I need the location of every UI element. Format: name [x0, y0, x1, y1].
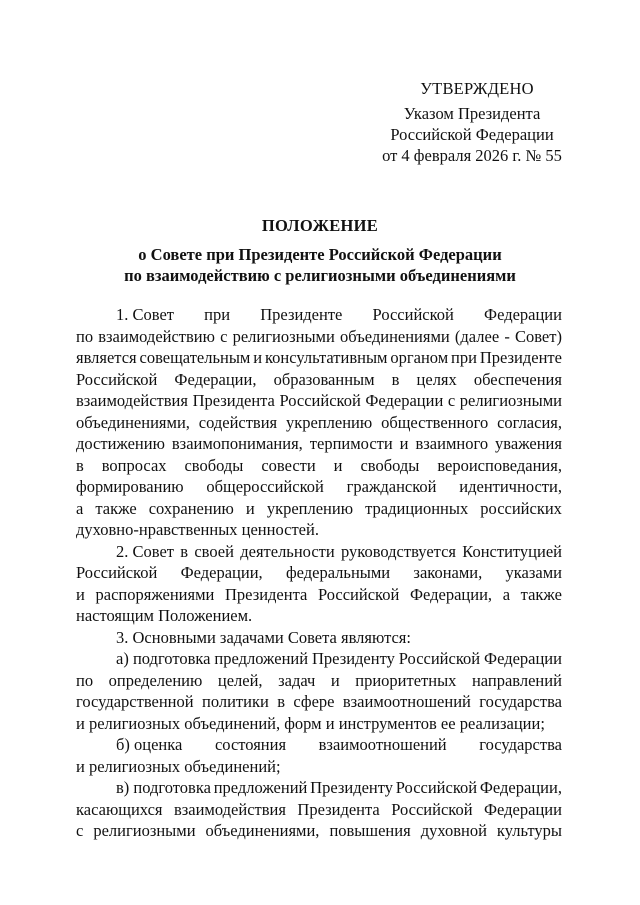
- word: Президенте: [479, 348, 562, 367]
- word: объединениями,: [76, 412, 190, 432]
- word: в: [76, 455, 84, 475]
- word: и: [76, 584, 85, 604]
- approval-line: от 4 февраля 2026 г. № 55: [382, 146, 562, 165]
- word: по: [76, 670, 94, 690]
- word: обеспечения: [473, 369, 562, 389]
- word: целей,: [217, 670, 263, 690]
- text-fragment: 3. Основными задачами Совета являются:: [116, 627, 411, 647]
- text-line: [76, 347, 562, 369]
- word: содействия: [198, 412, 278, 432]
- word: укреплению: [286, 412, 373, 432]
- text-line: [76, 627, 562, 649]
- word: приоритетных: [355, 670, 457, 690]
- word: общественного: [381, 412, 489, 432]
- text-line: [76, 519, 562, 541]
- word: с: [76, 821, 84, 840]
- word: культуры: [496, 821, 562, 840]
- subtitle-line: по взаимодействию с религиозными объединениями: [124, 266, 516, 285]
- word: взаимопонимания,: [171, 434, 303, 453]
- word: 1. Совет: [116, 305, 174, 324]
- text-line: [76, 584, 562, 606]
- word: вероисповедания,: [437, 455, 562, 475]
- word: Совет): [514, 326, 562, 346]
- word: укреплению: [266, 498, 354, 518]
- word: свободы: [184, 455, 244, 475]
- word: в: [391, 369, 400, 389]
- word: органом: [390, 348, 449, 367]
- text-line: [76, 777, 562, 799]
- text-fragment: и религиозных объединений, форм и инструментов ее реализации;: [76, 713, 545, 733]
- word: также: [95, 498, 137, 518]
- word: свободы: [360, 455, 420, 475]
- subtitle-line: о Совете при Президенте Российской Федерации: [138, 245, 502, 264]
- word: традиционных: [365, 498, 469, 518]
- word: Российской: [391, 799, 473, 819]
- word: Федерации,: [180, 563, 263, 582]
- word: политики: [201, 692, 269, 711]
- word: образованным: [273, 369, 375, 389]
- word: религиозными: [232, 326, 335, 346]
- text-line: [76, 541, 562, 563]
- word: Президенту: [312, 649, 395, 668]
- word: достижению: [76, 434, 165, 453]
- word: уважения: [495, 434, 562, 453]
- text-line: [76, 691, 562, 713]
- word: Федерации,: [409, 584, 493, 604]
- word: также: [520, 584, 562, 604]
- word: направлений: [471, 670, 562, 690]
- word: по: [76, 326, 94, 346]
- word: и: [245, 498, 255, 518]
- word: Российской: [76, 369, 158, 389]
- word: Федерации: [484, 799, 562, 819]
- word: а) подготовка: [116, 649, 211, 668]
- text-line: [76, 304, 562, 326]
- text-line: [76, 369, 562, 391]
- word: Российской: [395, 778, 478, 797]
- word: взаимодействию: [98, 326, 215, 346]
- word: -: [504, 326, 510, 346]
- word: Российской: [76, 563, 158, 582]
- text-line: [76, 498, 562, 520]
- word: религиозными: [459, 391, 562, 410]
- word: деятельности: [240, 541, 335, 561]
- text-line: [76, 820, 562, 842]
- word: идентичности,: [459, 477, 562, 496]
- word: б) оценка: [116, 735, 183, 754]
- word: и: [333, 455, 343, 475]
- text-line: [76, 648, 562, 670]
- word: указами: [505, 563, 562, 582]
- word: при: [451, 348, 477, 367]
- word: а: [502, 584, 511, 604]
- document-subtitle: [70, 244, 570, 286]
- word: терпимости: [309, 434, 393, 453]
- word: объединениями,: [205, 821, 320, 840]
- word: сфере: [293, 692, 335, 711]
- text-line: [76, 476, 562, 498]
- word: Президента: [225, 584, 308, 604]
- text-line: [76, 412, 562, 434]
- word: состояния: [214, 735, 287, 754]
- word: Федерации: [484, 305, 562, 324]
- word: согласия,: [497, 412, 562, 432]
- word: Президенте: [260, 305, 343, 324]
- word: Конституцией: [462, 541, 562, 561]
- text-line: [76, 799, 562, 821]
- word: с: [220, 326, 228, 346]
- word: Федерации,: [174, 369, 257, 389]
- word: (далее: [454, 326, 500, 346]
- word: государственной: [76, 692, 194, 711]
- word: при: [204, 305, 231, 324]
- word: Президента: [297, 799, 380, 819]
- word: касающихся: [76, 799, 163, 819]
- text-line: [76, 326, 562, 348]
- text-line: [76, 562, 562, 584]
- word: формированию: [76, 477, 184, 496]
- word: распоряжениями: [95, 584, 215, 604]
- word: объединениями: [339, 326, 450, 346]
- word: российских: [480, 498, 562, 518]
- word: задач: [278, 670, 316, 690]
- word: взаимодействия: [76, 391, 188, 410]
- word: вопросах: [101, 455, 167, 475]
- word: а: [76, 498, 84, 518]
- word: предложений: [213, 778, 308, 797]
- text-fragment: и религиозных объединений;: [76, 756, 281, 776]
- word: Российской: [372, 305, 454, 324]
- text-line: [76, 756, 562, 778]
- text-line: [76, 455, 562, 477]
- text-line: [76, 670, 562, 692]
- word: консультативным: [264, 348, 388, 367]
- word: совести: [261, 455, 316, 475]
- word: и: [330, 670, 340, 690]
- word: целях: [416, 369, 457, 389]
- word: является: [76, 348, 137, 367]
- word: сохранению: [148, 498, 234, 518]
- approval-stamp: УТВЕРЖДЕНО: [420, 79, 534, 98]
- approval-block: [372, 78, 572, 166]
- text-line: [76, 734, 562, 756]
- word: определению: [108, 670, 203, 690]
- word: законами,: [413, 563, 483, 582]
- word: предложений: [214, 649, 309, 668]
- word: Российской: [279, 391, 361, 410]
- word: повышения: [329, 821, 411, 840]
- document-title: ПОЛОЖЕНИЕ: [261, 216, 379, 235]
- word: Федерации: [365, 391, 444, 410]
- text-line: [76, 713, 562, 735]
- word: Федерации,: [479, 778, 562, 797]
- word: руководствуется: [340, 541, 456, 561]
- word: федеральными: [285, 563, 391, 582]
- word: духовной: [420, 821, 487, 840]
- text-line: [76, 433, 562, 455]
- word: религиозными: [93, 821, 196, 840]
- text-fragment: духовно-нравственных ценностей.: [76, 520, 319, 539]
- word: Президента: [192, 391, 275, 410]
- text-fragment: настоящим Положением.: [76, 606, 253, 625]
- document-body: [76, 304, 562, 842]
- word: гражданской: [346, 477, 437, 496]
- word: в: [180, 541, 189, 561]
- word: государства: [479, 735, 562, 754]
- word: общероссийской: [206, 477, 324, 496]
- word: Российской: [317, 584, 400, 604]
- word: своей: [194, 541, 234, 561]
- word: совещательным: [139, 348, 251, 367]
- word: с: [447, 391, 456, 410]
- word: Федерации: [484, 649, 562, 668]
- word: государства: [479, 692, 562, 711]
- word: взаимоотношений: [342, 692, 471, 711]
- word: взаимодействия: [173, 799, 286, 819]
- word: взаимоотношений: [318, 735, 447, 754]
- word: 2. Совет: [116, 541, 174, 561]
- title-block: [70, 216, 570, 286]
- word: взаимного: [415, 434, 489, 453]
- word: и: [399, 434, 409, 453]
- text-line: [76, 390, 562, 412]
- approval-line: Указом Президента: [403, 104, 541, 123]
- word: Российской: [398, 649, 481, 668]
- text-line: [76, 605, 562, 627]
- approval-line: Российской Федерации: [390, 125, 554, 144]
- word: в) подготовка: [116, 778, 211, 797]
- word: и: [253, 348, 263, 367]
- word: Президенту: [310, 778, 393, 797]
- word: в: [277, 692, 285, 711]
